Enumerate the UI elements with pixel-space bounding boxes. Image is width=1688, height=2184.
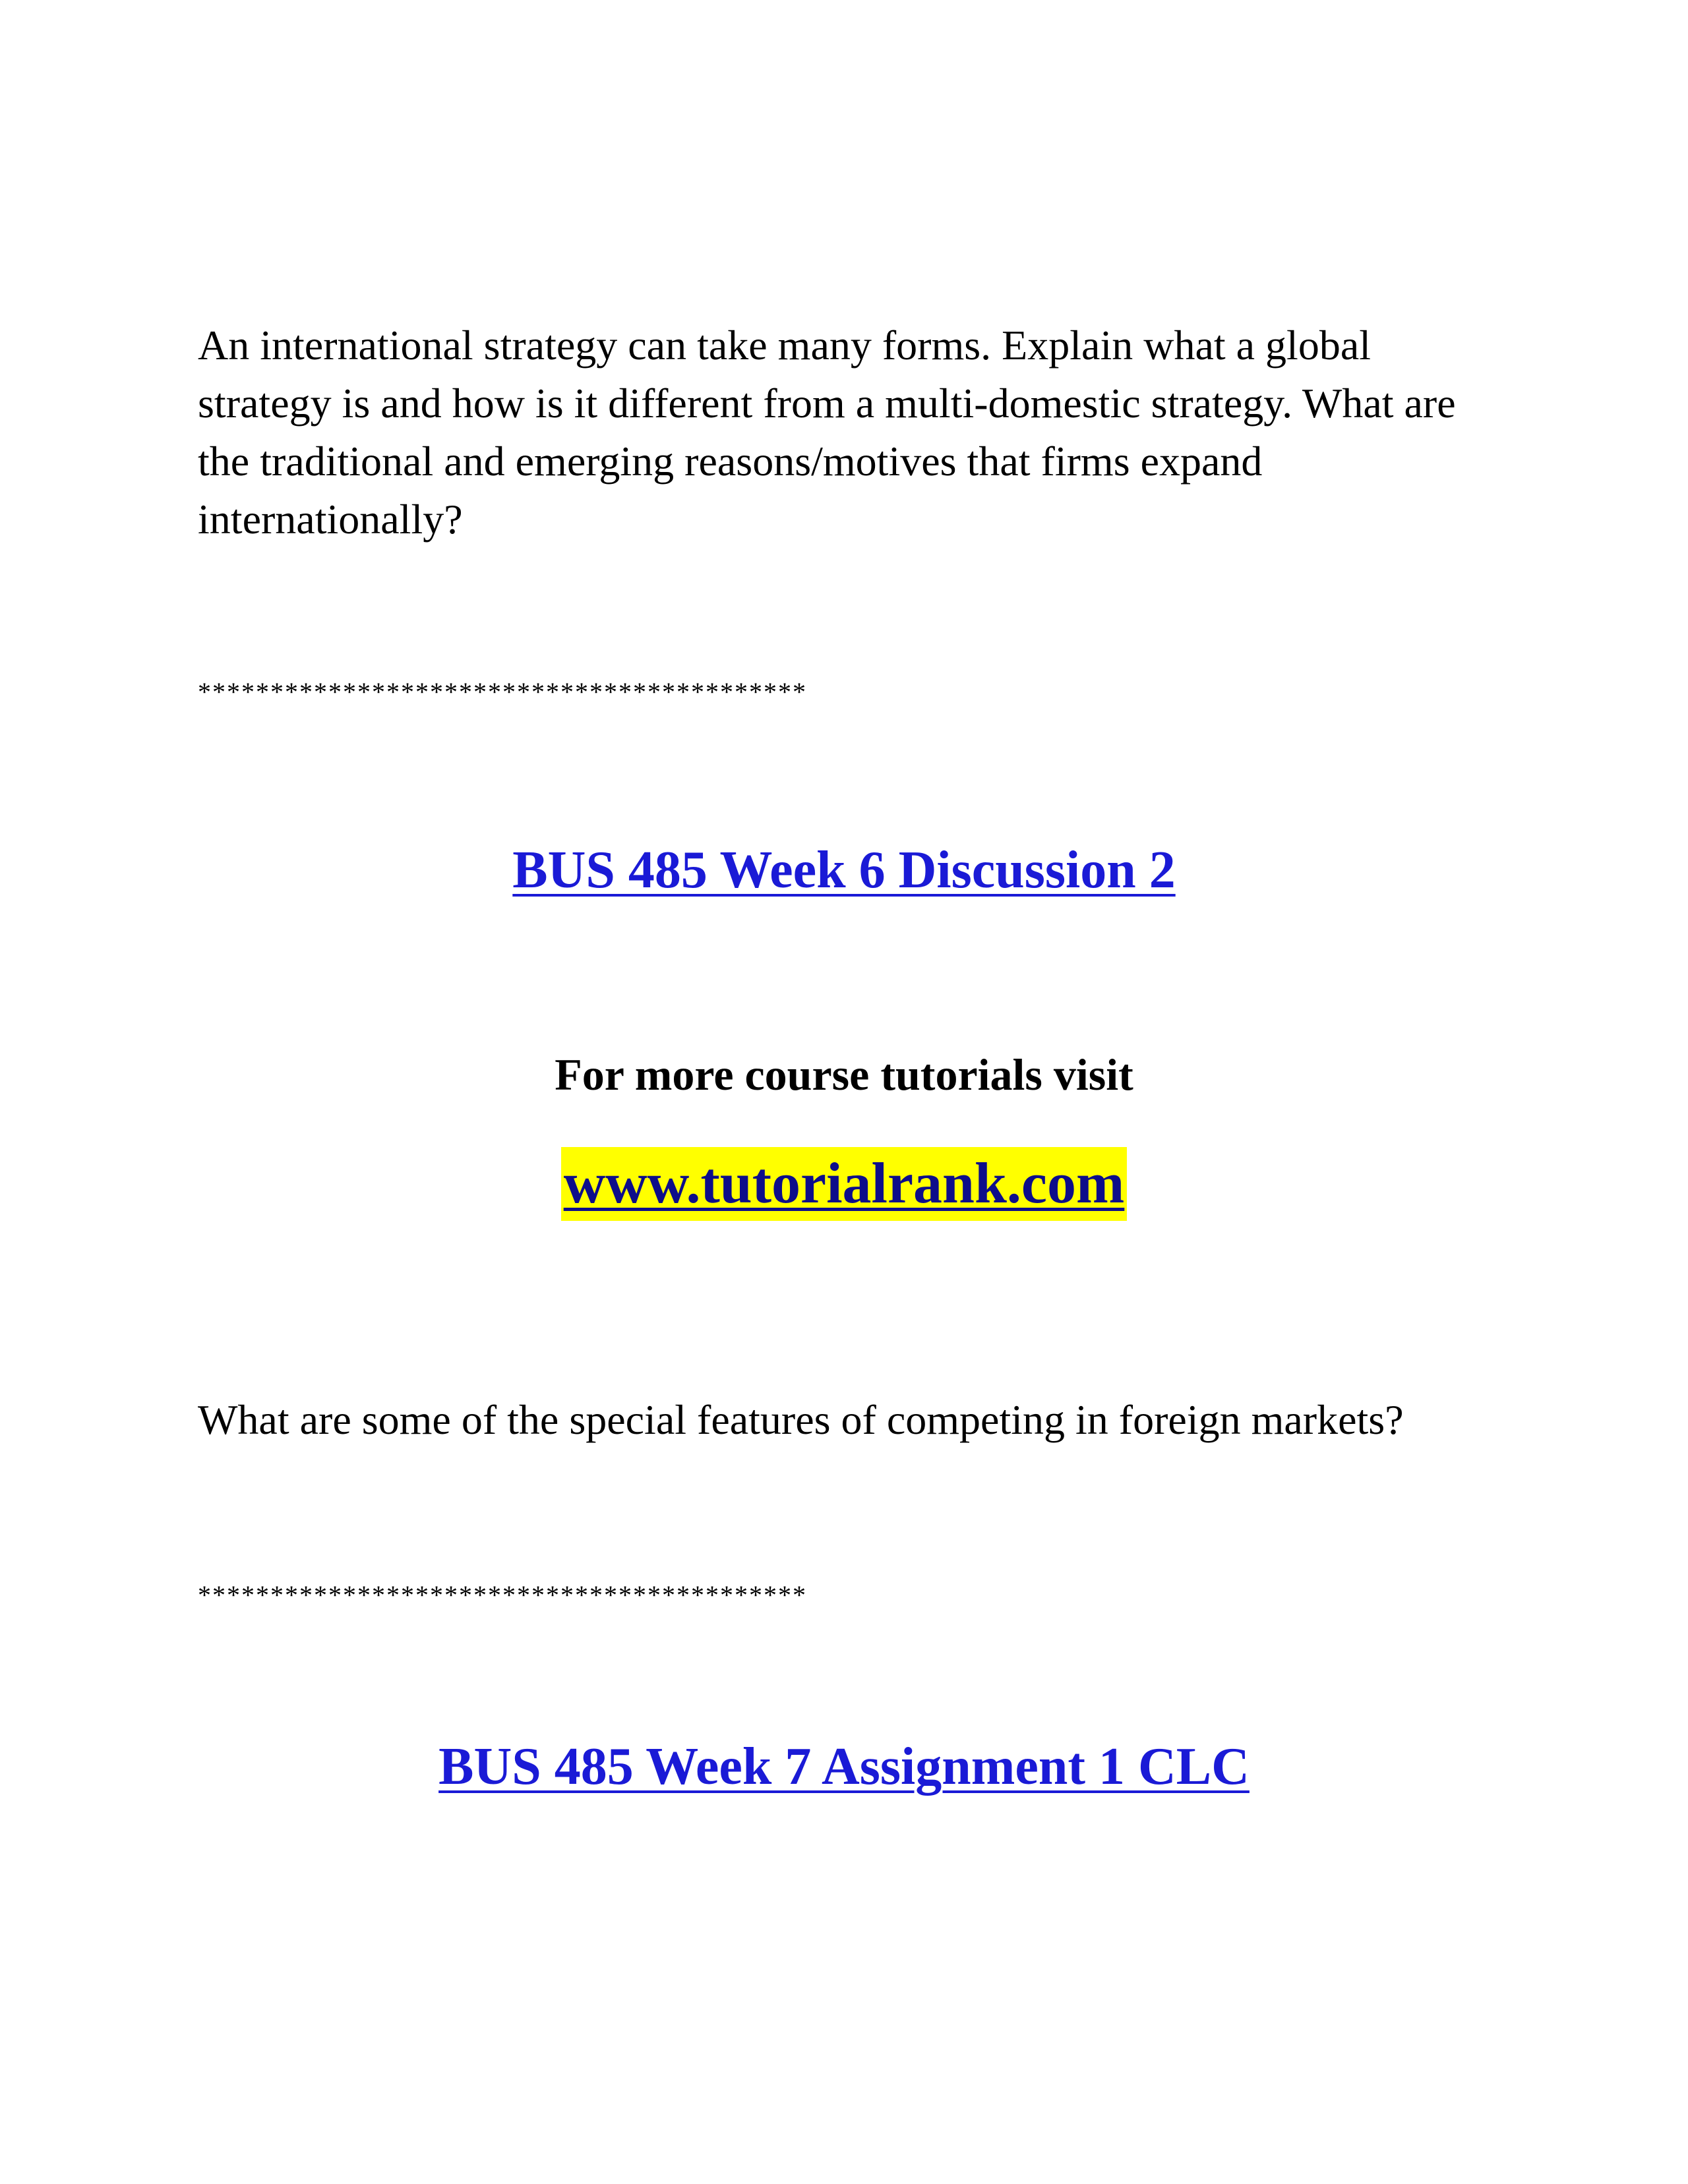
link-heading bbox=[0, 837, 1688, 903]
promo-url-container bbox=[0, 1147, 1688, 1221]
promo-url-link[interactable]: www.tutorialrank.com bbox=[561, 1147, 1128, 1221]
question-paragraph: What are some of the special features of competing in foreign markets? bbox=[198, 1396, 1404, 1443]
asterisk-separator: ****************************************** bbox=[198, 1580, 807, 1610]
question-paragraph: An international strategy can take many forms. Explain what a global strategy is and how is it different from a multi-domestic strategy. What are the traditional and emerging reasons/motives that firms expand internationally? bbox=[198, 322, 1456, 543]
promo-text: For more course tutorials visit bbox=[555, 1049, 1133, 1100]
asterisk-separator: ****************************************** bbox=[198, 677, 807, 707]
course-link-week7-assignment1[interactable]: BUS 485 Week 7 Assignment 1 CLC bbox=[438, 1738, 1250, 1796]
course-link-week6-discussion2[interactable]: BUS 485 Week 6 Discussion 2 bbox=[512, 841, 1176, 899]
link-heading bbox=[0, 1734, 1688, 1800]
